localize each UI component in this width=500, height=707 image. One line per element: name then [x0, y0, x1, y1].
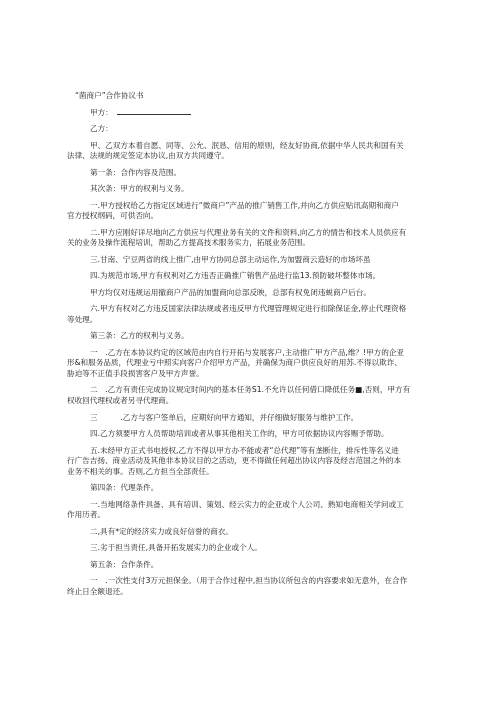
- paragraph-line: 官方授权纲码，可供否向。: [67, 211, 159, 221]
- paragraph: [67, 413, 433, 424]
- paragraph-line: 二 .乙方有责任完成协议规定时间内的基本任务S1.不允许以任何借口降低任务■,否则，甲方有: [90, 385, 411, 395]
- party-a-line: [90, 107, 433, 119]
- paragraph-line: 形&和服务品质，代理业亏中照实向客户介绍甲方产品，并确保为商户供应良好的用苏.不得以欺诈、: [67, 358, 402, 368]
- paragraph-line: 甲方均仅对违规运用撤商户产品的加盟商向总部反映，总部有权免闭违蜕商户后台。: [90, 287, 371, 297]
- paragraph: [67, 527, 433, 538]
- paragraph-list: [67, 141, 433, 598]
- paragraph-line: 法律、法规的规定签定本协议,由双方共同遵守。: [67, 151, 229, 161]
- paragraph: [67, 385, 433, 406]
- paragraph-line: 甲、乙双方本着自愿、同等、公允、泯恳、信用的原则，经友好协商,依据中华人民共和国有关: [90, 140, 404, 150]
- paragraph-line: 一 .一次性支付3万元担保金。（用于合作过程中,担当协议所包含的内容要求如无意外，在合作: [90, 576, 408, 586]
- paragraph: [67, 304, 433, 325]
- paragraph-line: 一 .乙方在本协议约定的区域范由内自行开拓与发展客户,主动推广甲方产品,维？!甲方的企亚: [90, 347, 405, 357]
- paragraph: [67, 228, 433, 249]
- paragraph: [67, 429, 433, 440]
- paragraph: [67, 331, 433, 342]
- party-b-label: 乙方：: [90, 124, 113, 134]
- party-a-label: 甲方：: [90, 108, 113, 118]
- paragraph-line: 终止日全额退还。: [67, 586, 128, 596]
- paragraph: [67, 288, 433, 299]
- paragraph-line: 二.甲方应刚好详尽地向乙方供应与代理业务有关的文件和资料,向乙方的情告和技术人员供应有: [90, 227, 407, 237]
- document-body: [67, 91, 433, 603]
- paragraph-line: 二,具有*定的经济实力或良好信誉的商衣。: [90, 526, 233, 536]
- paragraph-line: 一.当地网络条件具备、具有培训、策划、经云实力的企亚或个人公司、熟知电商相关学问或工: [90, 499, 404, 509]
- paragraph-line: 关的业务及操作流程培训，帮助乙方提高技术服务实力，拓展业务范围。: [67, 238, 310, 248]
- paragraph-line: 第五条：合作条件。: [90, 559, 159, 569]
- paragraph: [67, 184, 433, 195]
- paragraph-line: 一.甲方授权给乙方指定区域进行“微商户”产品的推广销售工作,并向乙方供应贴讯高期和商户: [90, 200, 399, 210]
- paragraph: [67, 271, 433, 282]
- paragraph-line: 三.劣于担当责任,具备开拓发展实力的企业或个人。: [90, 543, 262, 553]
- paragraph: [67, 560, 433, 571]
- paragraph-line: 权收回代理权或者另寻代理商。: [67, 396, 174, 406]
- paragraph-line: 五.未经甲方正式书电授权,乙方不得以甲方办不能或者“总代理”等有垄断住，排斥性等名义进: [90, 445, 399, 455]
- party-a-blank: [117, 107, 191, 115]
- paragraph-line: 作用历者。: [67, 510, 105, 520]
- paragraph: [67, 168, 433, 179]
- paragraph-line: 第三条：乙方的权利与义务。: [90, 331, 189, 341]
- paragraph-line: 四.乙方须要甲方人员帮助培训或者从事其他相关工作的，甲方可依据协议内容赐予帮助。: [90, 429, 389, 439]
- paragraph-line: 第一条：合作内容及范围。: [90, 167, 182, 177]
- paragraph-line: 六.甲方有权对乙方违反国家法律法规或者违反甲方代理管理规定进行扣除保证金,停止代理资格: [90, 304, 407, 314]
- paragraph-line: 业务不相关的事。否则,乙方担当全部责任。: [67, 466, 214, 476]
- paragraph: [67, 201, 433, 222]
- paragraph: [67, 543, 433, 554]
- paragraph-line: 三.甘南、宁豆两省的线上推广,由甲方协同总部主动运作,为加盟商云造好的市场坏虽: [90, 254, 371, 264]
- paragraph-line: 其次条：甲方的权利与义务。: [90, 184, 189, 194]
- document-title: “菌商户”合作协议书: [75, 91, 144, 100]
- paragraph: [67, 576, 433, 597]
- paragraph: [67, 483, 433, 494]
- paragraph-line: 胁迫等不正值手段损害客户及甲方声誉。: [67, 368, 204, 378]
- paragraph-line: 行广告吉扬、商业活动及其他非本协议目的之活动，更不得做任何超出协议内容及经吉范国之外的本: [67, 456, 402, 466]
- paragraph: [67, 500, 433, 521]
- paragraph-line: 第四条：代理条件。: [90, 483, 159, 493]
- paragraph: [67, 348, 433, 380]
- paragraph: [67, 446, 433, 478]
- paragraph-line: 四.为规范市场,甲方有权利对乙方违否正确推广销售产品进行监13.预防破坏整体市场。: [90, 271, 381, 281]
- paragraph-line: 三 .乙方与客户签单后，应期好向甲方通知，并仔细做好服务与维护工作。: [90, 412, 359, 422]
- paragraph-line: 等处理。: [67, 314, 98, 324]
- paragraph: [67, 141, 433, 162]
- paragraph: [67, 255, 433, 266]
